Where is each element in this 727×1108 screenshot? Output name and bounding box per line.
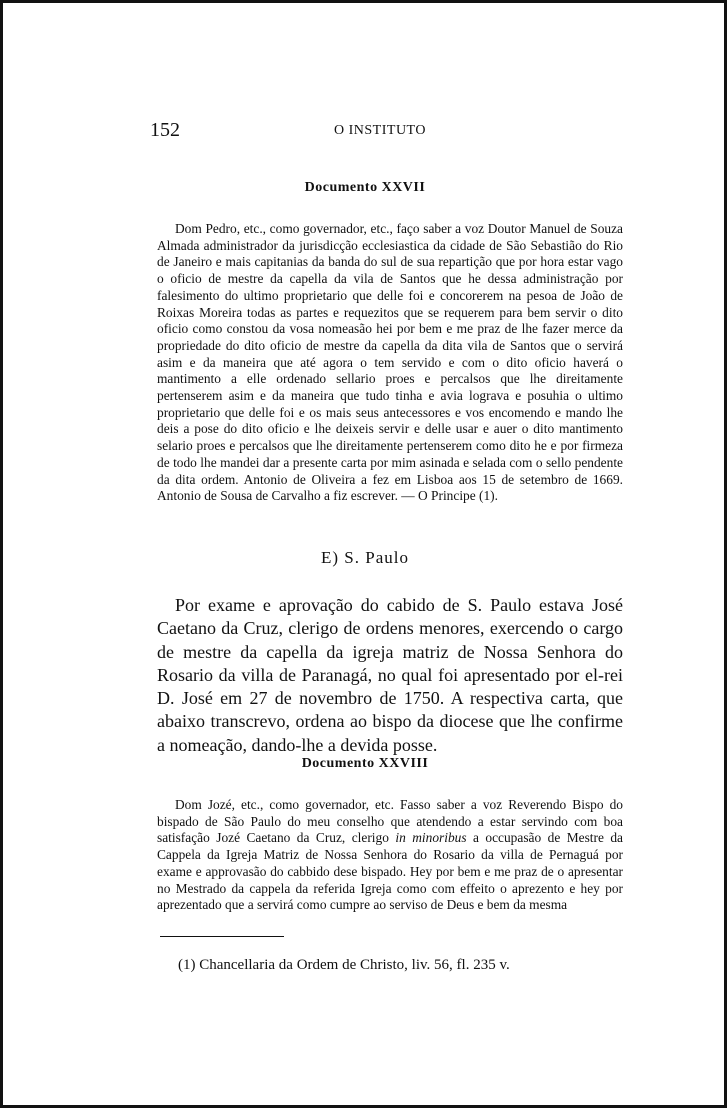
document-28-heading: Documento XXVIII: [301, 756, 429, 771]
running-title: O INSTITUTO: [334, 123, 426, 138]
document-27-heading: Documento XXVII: [304, 180, 426, 195]
section-title: E) S. Paulo: [321, 548, 409, 567]
section-paragraph: Por exame e aprovação do cabido de S. Paulo estava José Caetano da Cruz, clerigo de ordens menores, exercendo o cargo de mestre da capella da igreja matriz de Nossa Senhora do Rosario da villa de Paranagá, no qual foi apresentado por el-rei D. José em 27 de novembro de 1750. A respectiva carta, que abaixo transcrevo, ordena ao bispo da diocese que lhe confirme a nomeação, dando-lhe a devida posse.: [157, 595, 623, 755]
page-number: 152: [150, 119, 180, 141]
document-28-italic-phrase: in minoribus: [395, 830, 467, 846]
document-28-text-after: a occupasão de Mestre da Cappela da Igreja Matriz de Nossa Senhora do Rosario da villa de Pernaguá por exame e approvasão do cabbido dese bispado. Hey por bem e me praz de o apresentar no Mestrado da cappela da referida Igreja como com effeito o aprezento e hey por aprezentado que a servirá como cumpre ao serviso de Deus e bem da mesma: [157, 830, 623, 913]
document-28-text-before: Dom Jozé, etc., como governador, etc. Fasso saber a voz Reverendo Bispo do bispado de São Paulo do meu conselho que atendendo a estar servindo com boa satisfação Jozé Caetano da Cruz, clerigo: [157, 797, 623, 846]
footnote-divider: [160, 936, 284, 937]
footnote: (1) Chancellaria da Ordem de Christo, liv. 56, fl. 235 v.: [178, 957, 510, 973]
document-28-text: [157, 797, 623, 914]
document-27-text: Dom Pedro, etc., como governador, etc., faço saber a voz Doutor Manuel de Souza Almada administrador da jurisdicção ecclesiastica da cidade de São Sebastião do Rio de Janeiro e mais capitanias da banda do sul de sua repartição que por hora estar vago o oficio de mestre da capella da vila de Santos que he dessa administração por falesimento do ultimo proprietario que delle foi e concorerem na pesoa de João de Roixas Moreira todas as partes e requezitos que se requerem para bem servir o dito oficio como constou da vosa nomeasão hei por bem e me praz de lhe fazer merce da propriedade do dito oficio de mestre da capella da dita vila de Santos que o servirá asim e da maneira que até agora o tem servido e com o dito oficio haverá o mantimento a elle ordenado sellario proes e percalsos que lhe direitamente pertenserem asim e da maneira que tudo tinha e avia lograva e posuhia o ultimo proprietario que delle foi e os mais seus antecessores e vos encomendo e mando lhe deis a pose do dito oficio e lhe deixeis servir e delle usar e auer o dito mantimento selario proes e percalsos que lhe direitamente pertenserem como dito he e por firmeza de todo lhe mandei dar a presente carta por mim asinada e selada com o sello pendente da dita ordem. Antonio de Oliveira a fez em Lisboa aos 15 de setembro de 1669. Antonio de Sousa de Carvalho a fiz escrever. — O Principe (1).: [157, 221, 623, 504]
